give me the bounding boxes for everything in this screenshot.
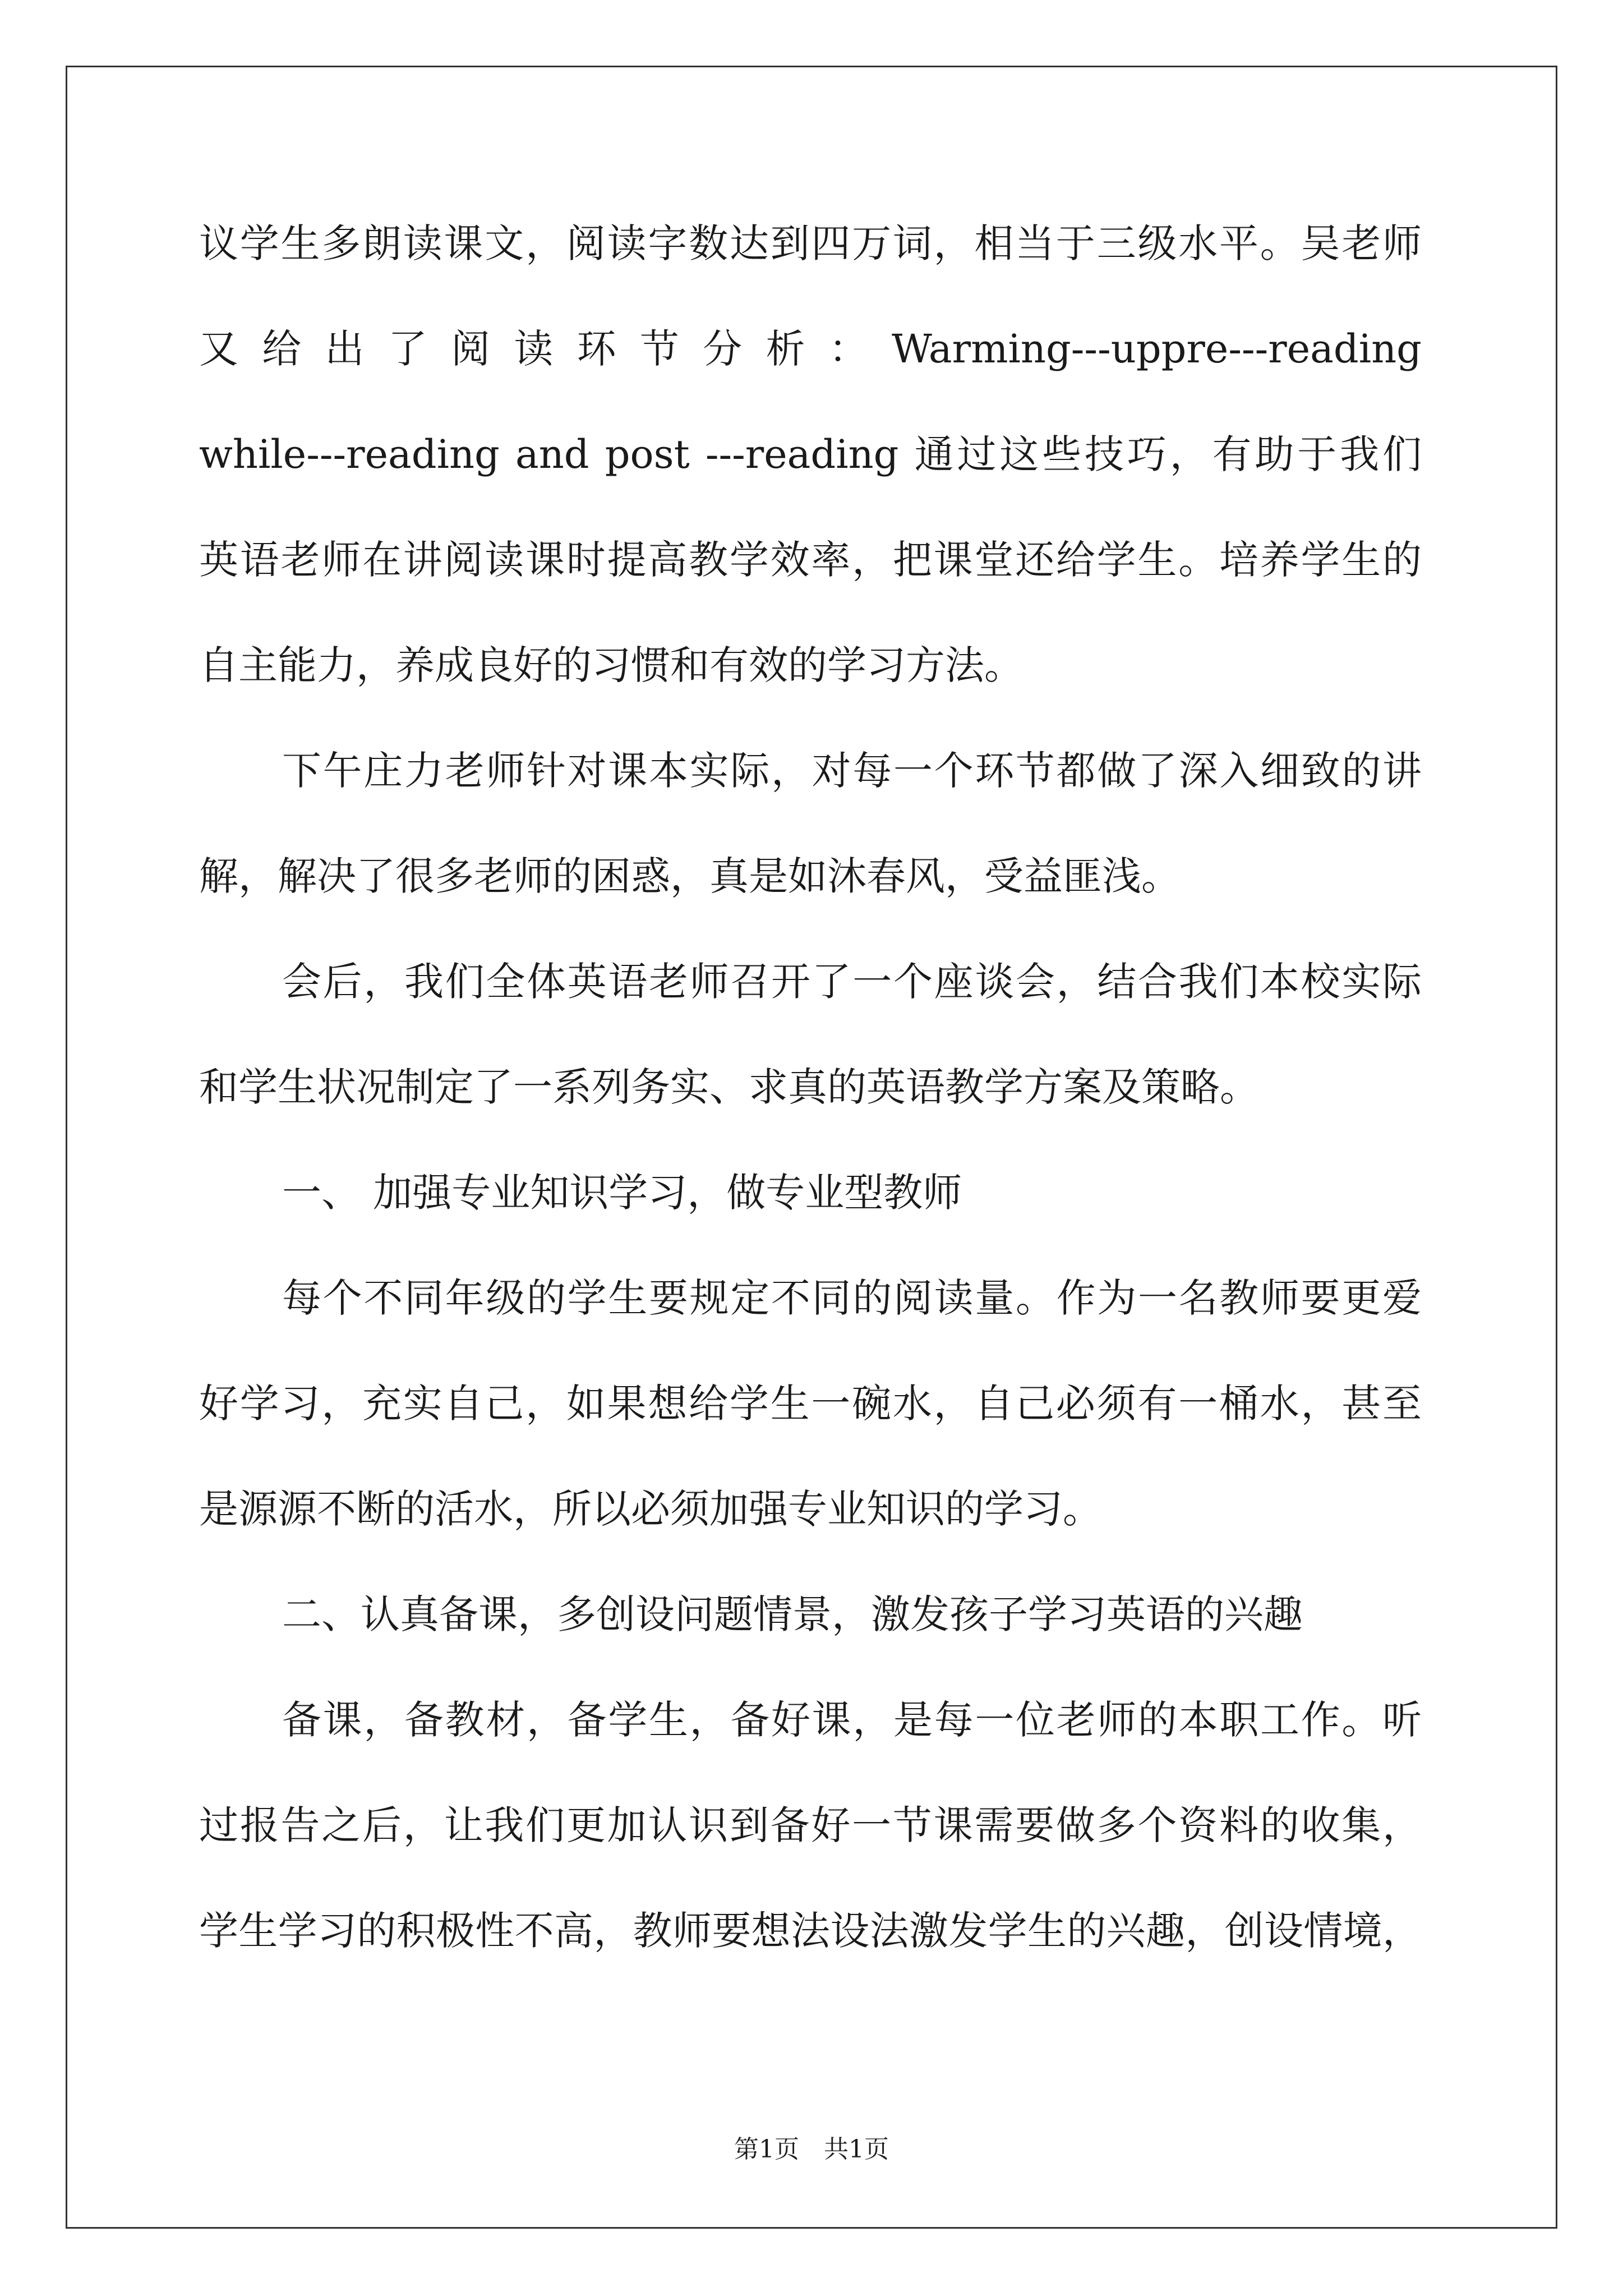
text-line-9: 和学生状况制定了一系列务实、求真的英语教学方案及策略。	[199, 1064, 1259, 1110]
page-footer: 第1页 共1页	[734, 2135, 889, 2164]
text-line-3: while---reading and post ---reading 通过这些技巧，有助于我们	[199, 431, 1422, 477]
text-line-4: 英语老师在讲阅读课时提高教学效率，把课堂还给学生。培养学生的	[199, 537, 1422, 583]
text-line-7: 解，解决了很多老师的困惑，真是如沐春风，受益匪浅。	[199, 853, 1181, 899]
text-line-15: 备课，备教材，备学生，备好课，是每一位老师的本职工作。听	[282, 1697, 1422, 1743]
text-line-17: 学生学习的积极性不高，教师要想法设法激发学生的兴趣，创设情境，	[199, 1908, 1422, 1954]
document-body	[199, 191, 1422, 1984]
text-line-5: 自主能力，养成良好的习惯和有效的学习方法。	[199, 642, 1023, 688]
text-line-8: 会后，我们全体英语老师召开了一个座谈会，结合我们本校实际	[282, 959, 1422, 1005]
text-line-6: 下午庄力老师针对课本实际，对每一个环节都做了深入细致的讲	[282, 748, 1422, 794]
text-line-16: 过报告之后，让我们更加认识到备好一节课需要做多个资料的收集，	[199, 1802, 1422, 1848]
text-line-2: 又 给 出 了 阅 读 环 节 分 析 ： Warming---uppre---reading	[199, 326, 1422, 372]
text-line-11: 每个不同年级的学生要规定不同的阅读量。作为一名教师要更爱	[282, 1275, 1422, 1321]
text-line-1: 议学生多朗读课文，阅读字数达到四万词，相当于三级水平。吴老师	[199, 220, 1422, 266]
section-heading-1: 一、 加强专业知识学习，做专业型教师	[282, 1170, 962, 1216]
text-line-13: 是源源不断的活水，所以必须加强专业知识的学习。	[199, 1486, 1102, 1532]
text-line-12: 好学习，充实自己，如果想给学生一碗水，自己必须有一桶水，甚至	[199, 1381, 1422, 1427]
section-heading-2: 二、认真备课，多创设问题情景，激发孩子学习英语的兴趣	[282, 1591, 1303, 1637]
